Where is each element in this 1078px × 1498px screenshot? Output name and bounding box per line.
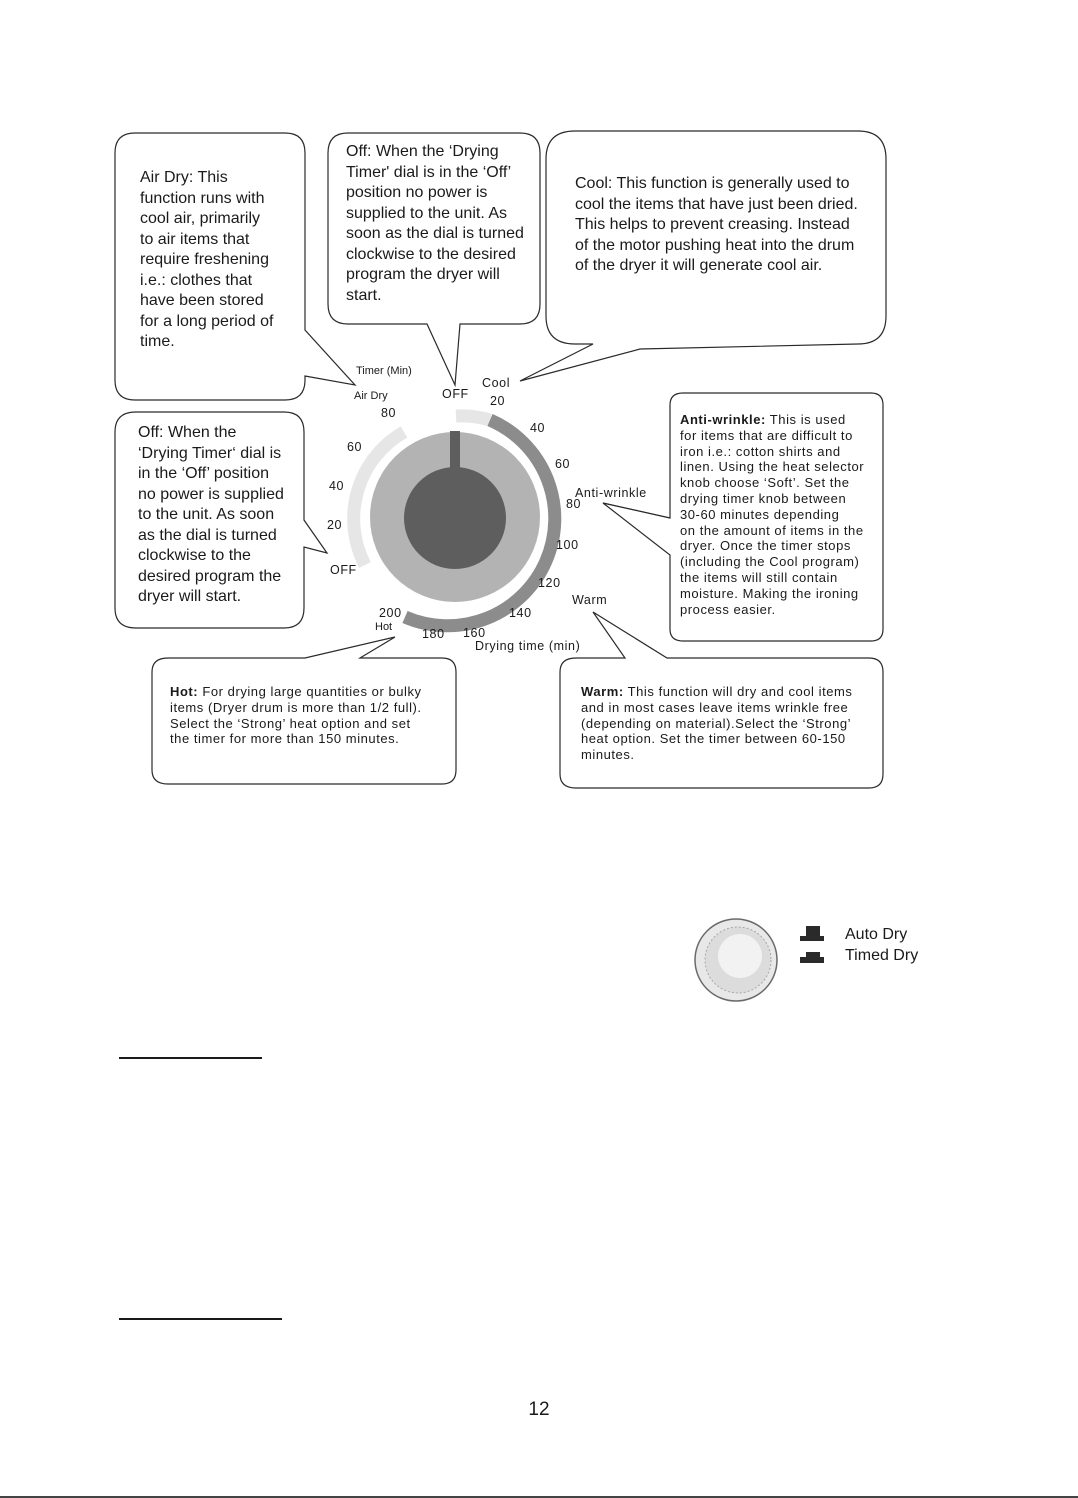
auto-dry-icon — [800, 926, 824, 941]
dry-tick-200: 200 — [379, 606, 402, 620]
dry-tick-40: 40 — [530, 421, 546, 435]
dry-tick-60: 60 — [555, 457, 571, 471]
warm-title: Warm: — [581, 684, 624, 699]
off-top-dial-label: OFF — [442, 387, 469, 401]
dry-tick-120: 120 — [538, 576, 561, 590]
dial-indicator — [450, 431, 460, 469]
dry-tick-140: 140 — [509, 606, 532, 620]
dry-tick-80: 80 — [566, 497, 582, 511]
dial-knob[interactable] — [404, 467, 506, 569]
air-tick-60: 60 — [347, 440, 363, 454]
dry-tick-160: 160 — [463, 626, 486, 640]
selector-knob-highlight — [718, 934, 762, 978]
page-bottom-rule — [0, 1496, 1078, 1498]
hot-title: Hot: — [170, 684, 199, 699]
timer-min-label: Timer (Min) — [356, 365, 412, 377]
auto-dry-label: Auto Dry — [845, 926, 908, 943]
anti-wrinkle-bubble-text — [680, 412, 864, 617]
drying-time-label: Drying time (min) — [475, 639, 581, 653]
air-tick-20: 20 — [327, 518, 343, 532]
timed-dry-icon — [800, 952, 824, 963]
hot-dial-label: Hot — [375, 621, 393, 633]
dry-tick-180: 180 — [422, 627, 445, 641]
off-top-bubble-text: Off: When the ‘Drying Timer' dial is in the ‘Off’ position no power is supplied to the unit. As soon as the dial is turned clockwise to the desired program the dryer will start. — [346, 143, 524, 304]
warm-body: This function will dry and cool items and in most cases leave items wrinkle free (depending on material).Select the ‘Strong’ heat option. Set the timer between 60-150 minutes. — [581, 684, 853, 763]
warm-dial-label: Warm — [572, 593, 608, 607]
anti-wrinkle-body: This is used for items that are difficult to iron i.e.: cotton shirts and linen. Using the heat selector knob choose ‘Soft’. Set the drying timer knob between 30-60 minutes depending on the amount of items in the dryer. Once the timer stops (including the Cool program) the items will still contain moisture. Making the ironing process easier. — [680, 412, 865, 617]
cool-bubble-text: Cool: This function is generally used to cool the items that have just been dried. This helps to prevent creasing. Instead of the motor pushing heat into the drum of the dryer it will generate cool air. — [575, 175, 858, 274]
air-dry-bubble-text: Air Dry: This function runs with cool air, primarily to air items that require freshening i.e.: clothes that have been stored for a long period of time. — [140, 169, 274, 350]
page-number: 12 — [528, 1399, 550, 1420]
timed-dry-label: Timed Dry — [845, 947, 919, 964]
hot-bubble-text — [170, 684, 422, 747]
off-left-bubble-text: Off: When the ‘Drying Timer‘ dial is in the ‘Off’ position no power is supplied to the unit. As soon as the dial is turned clockwise to the desired program the dryer will start. — [138, 424, 284, 605]
cool-dial-label: Cool — [482, 376, 511, 390]
anti-wrinkle-title: Anti-wrinkle: — [680, 412, 766, 427]
dry-tick-20: 20 — [490, 394, 506, 408]
warm-bubble-text — [581, 684, 852, 763]
anti-wrinkle-dial-label: Anti-wrinkle — [575, 486, 647, 500]
heading-underline-2 — [119, 1318, 282, 1320]
cool-arc — [456, 416, 490, 420]
heading-underline-1 — [119, 1057, 262, 1059]
air-tick-40: 40 — [329, 479, 345, 493]
dry-tick-100: 100 — [556, 538, 579, 552]
air-dry-dial-label: Air Dry — [354, 390, 388, 402]
off-left-dial-label: OFF — [330, 563, 357, 577]
hot-body: For drying large quantities or bulky items (Dryer drum is more than 1/2 full). Select the ‘Strong’ heat option and set the timer for more than 150 minutes. — [170, 684, 422, 747]
air-tick-80: 80 — [381, 406, 397, 420]
